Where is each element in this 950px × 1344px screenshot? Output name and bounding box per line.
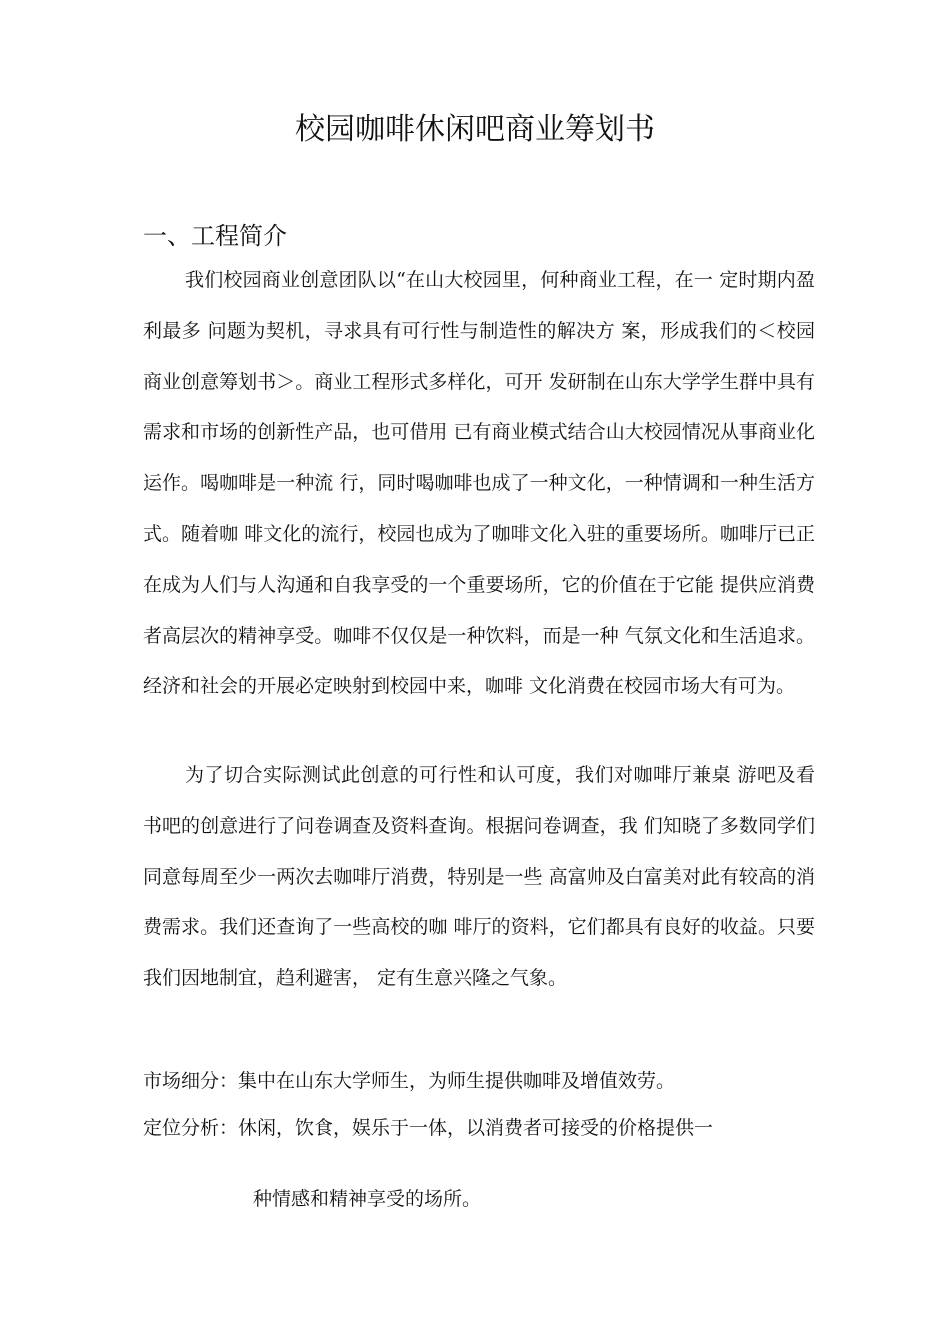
positioning-line: 定位分析：休闲，饮食，娱乐于一体，以消费者可接受的价格提供一 xyxy=(143,1117,714,1139)
positioning-continuation: 种情感和精神享受的场所。 xyxy=(253,1188,482,1210)
survey-paragraph: 为了切合实际测试此创意的可行性和认可度，我们对咖啡厅兼桌 游吧及看书吧的创意进行了问卷调查及资料查询。根据问卷调查，我 们知晓了多数同学们同意每周至少一两次去咖啡厅消费，特别是一些 高富帅及白富美对此有较高的消费需求。我们还查询了一些高校的咖 啡厅的资料，它们都具有良好的收益。只要我们因地制宜，趋利避害， 定有生意兴隆之气象。 xyxy=(143,764,815,990)
document-title: 校园咖啡休闲吧商业筹划书 xyxy=(295,112,655,147)
intro-paragraph: 我们校园商业创意团队以“在山大校园里，何种商业工程，在一 定时期内盈利最多 问题为契机，寻求具有可行性与制造性的解决方 案，形成我们的＜校园商业创意筹划书＞。商业工程形式多样化，可开 发研制在山东大学学生群中具有需求和市场的创新性产品，也可借用 已有商业模式结合山大校园情况从事商业化运作。喝咖啡是一种流 行，同时喝咖啡也成了一种文化，一种情调和一种生活方式。随着咖 啡文化的流行，校园也成为了咖啡文化入驻的重要场所。咖啡厅已正 在成为人们与人沟通和自我享受的一个重要场所，它的价值在于它能 提供应消费者高层次的精神享受。咖啡不仅仅是一种饮料，而是一种 气氛文化和生活追求。经济和社会的开展必定映射到校园中来，咖啡 文化消费在校园市场大有可为。 xyxy=(143,269,815,698)
market-segment-line: 市场细分：集中在山东大学师生，为师生提供咖啡及增值效劳。 xyxy=(143,1070,676,1092)
section-heading: 一、工程简介 xyxy=(143,222,287,250)
